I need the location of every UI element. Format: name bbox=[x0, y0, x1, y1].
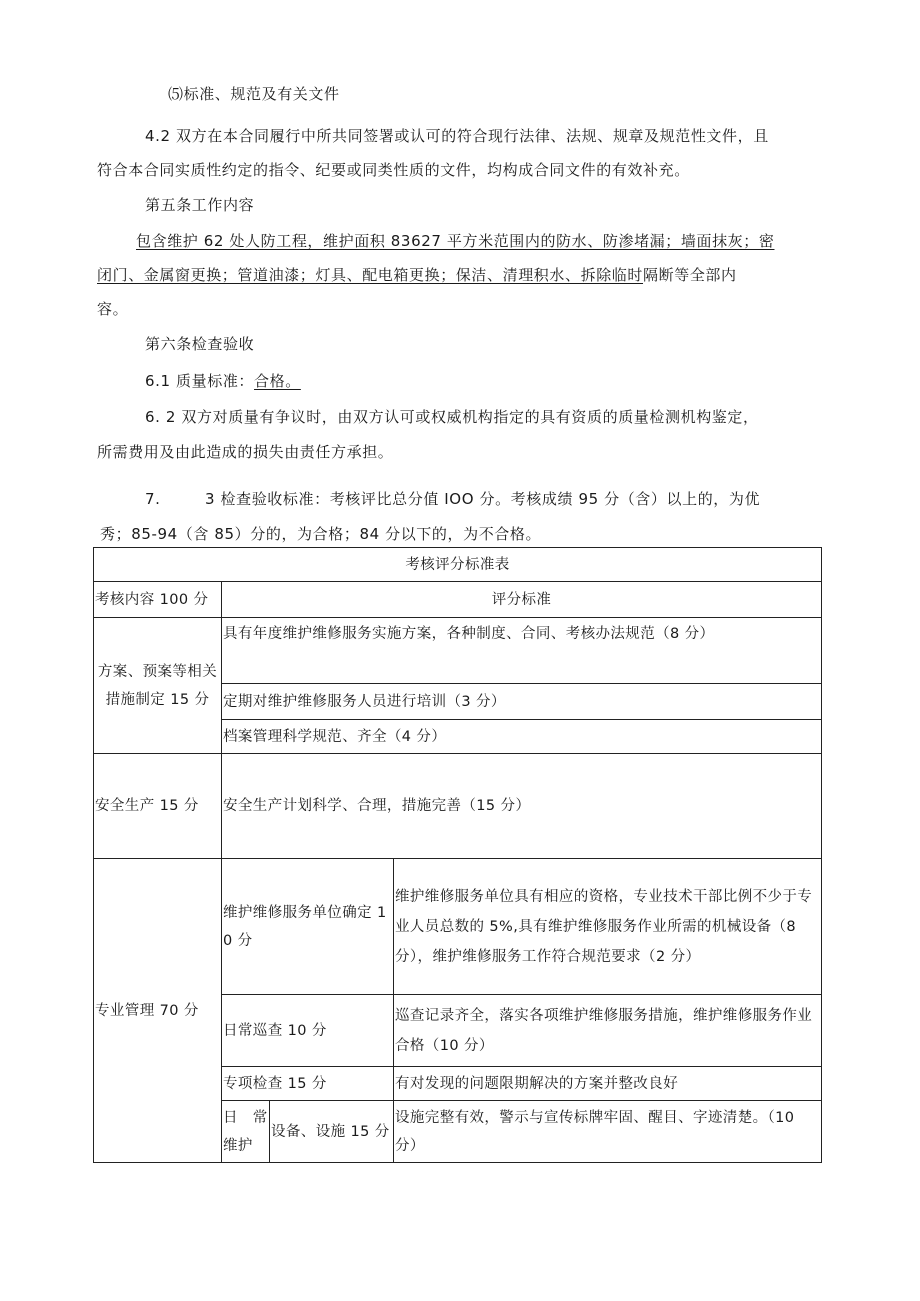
criteria-safety: 安全生产计划科学、合理，措施完善（15 分） bbox=[222, 754, 822, 859]
category-professional: 专业管理 70 分 bbox=[94, 859, 222, 1163]
criteria-plans-1: 具有年度维护维修服务实施方案，各种制度、合同、考核办法规范（8 分） bbox=[222, 618, 822, 684]
criteria-daily-patrol: 巡查记录齐全，落实各项维护维修服务措施，维护维修服务作业合格（10 分） bbox=[394, 995, 822, 1067]
table-row bbox=[94, 859, 822, 995]
sub-daily-maintenance: 日 常维护 bbox=[222, 1101, 270, 1163]
sub-unit-qualification: 维护维修服务单位确定 10 分 bbox=[222, 859, 394, 995]
section-6-2-line1: 6. 2 双方对质量有争议时，由双方认可或权威机构指定的具有资质的质量检测机构鉴定， bbox=[145, 408, 759, 426]
paragraph-4-2-line1: 4.2 双方在本合同履行中所共同签署或认可的符合现行法律、法规、规章及规范性文件，且 bbox=[145, 127, 769, 145]
article-6-title: 第六条检查验收 bbox=[145, 335, 255, 353]
article-5-line2 bbox=[97, 265, 737, 285]
sub-daily-patrol: 日常巡查 10 分 bbox=[222, 995, 394, 1067]
header-criteria: 评分标准 bbox=[222, 582, 822, 618]
section-6-1-label: 6.1 质量标准： bbox=[145, 372, 255, 390]
criteria-equipment-facilities: 设施完整有效，警示与宣传标牌牢固、醒目、字迹清楚。（10 分） bbox=[394, 1101, 822, 1163]
table-header-row bbox=[94, 582, 822, 618]
article-5-line1: 包含维护 62 处人防工程，维护面积 83627 平方米范围内的防水、防渗堵漏；墙面抹灰；密 bbox=[136, 232, 775, 250]
criteria-unit-qualification: 维护维修服务单位具有相应的资格，专业技术干部比例不少于专业人员总数的 5%,具有维护维修服务作业所需的机械设备（8 分），维护维修服务工作符合规范要求（2 分） bbox=[394, 859, 822, 995]
section-6-2-line2: 所需费用及由此造成的损失由责任方承担。 bbox=[97, 443, 394, 461]
criteria-plans-2: 定期对维护维修服务人员进行培训（3 分） bbox=[222, 684, 822, 720]
article-5-line2-rest: 隔断等全部内 bbox=[643, 266, 737, 284]
section-7-line1: 3 检查验收标准：考核评比总分值 IOO 分。考核成绩 95 分（含）以上的，为优 bbox=[205, 490, 761, 508]
article-5-line3: 容。 bbox=[97, 300, 129, 318]
paragraph-4-2-line2: 符合本合同实质性约定的指令、纪要或同类性质的文件，均构成合同文件的有效补充。 bbox=[97, 161, 690, 179]
section-7-number: 7. bbox=[145, 490, 161, 508]
scoring-standards-table bbox=[93, 547, 822, 1163]
sub-equipment-facilities: 设备、设施 15 分 bbox=[270, 1101, 394, 1163]
section-6-1-value: 合格。 bbox=[254, 372, 301, 390]
criteria-special-inspection: 有对发现的问题限期解决的方案并整改良好 bbox=[394, 1067, 822, 1101]
table-row bbox=[94, 618, 822, 684]
table-title: 考核评分标准表 bbox=[94, 548, 822, 582]
table-title-row bbox=[94, 548, 822, 582]
criteria-plans-3: 档案管理科学规范、齐全（4 分） bbox=[222, 720, 822, 754]
paragraph-standards: ⑸标准、规范及有关文件 bbox=[168, 85, 340, 103]
section-7-line2: 秀；85-94（含 85）分的，为合格；84 分以下的，为不合格。 bbox=[100, 525, 542, 543]
header-content: 考核内容 100 分 bbox=[94, 582, 222, 618]
table-row bbox=[94, 754, 822, 859]
category-plans: 方案、预案等相关措施制定 15 分 bbox=[94, 618, 222, 754]
sub-special-inspection: 专项检查 15 分 bbox=[222, 1067, 394, 1101]
article-5-title: 第五条工作内容 bbox=[145, 196, 255, 214]
article-5-line2-underlined: 闭门、金属窗更换；管道油漆；灯具、配电箱更换；保洁、清理积水、拆除临时 bbox=[97, 266, 644, 284]
section-6-1 bbox=[145, 371, 301, 391]
category-safety: 安全生产 15 分 bbox=[94, 754, 222, 859]
